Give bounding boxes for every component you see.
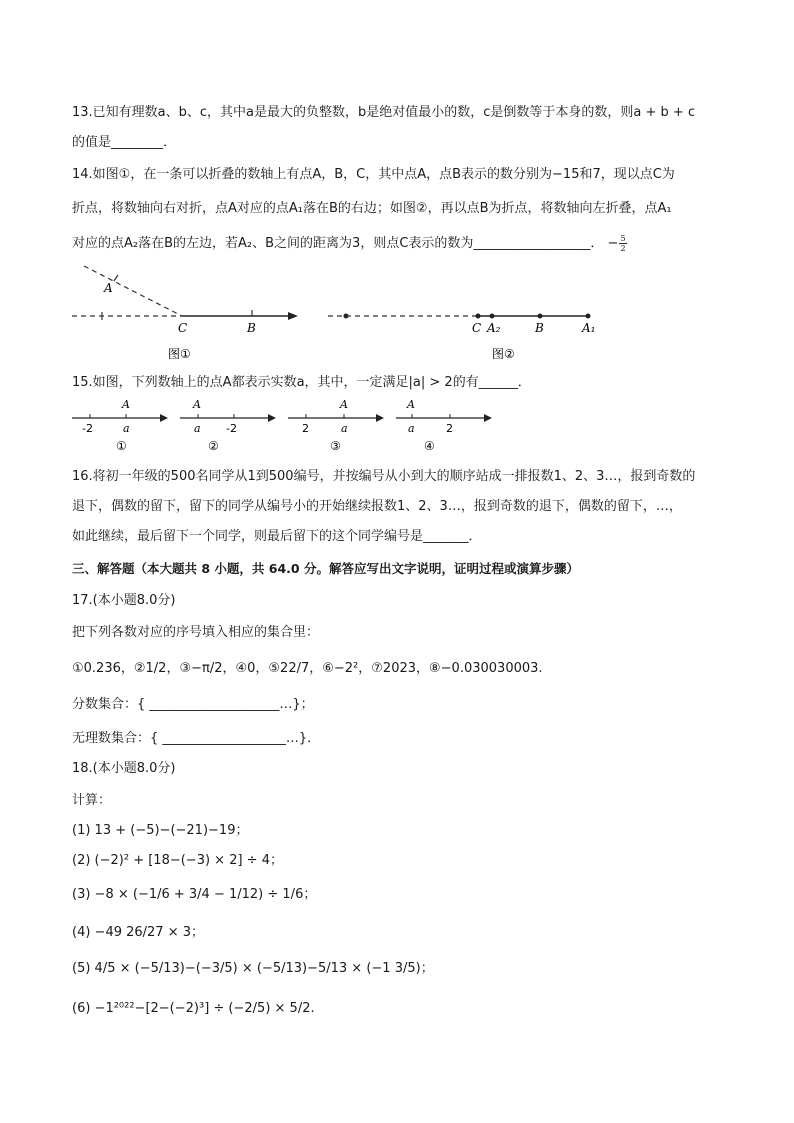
axis3-label-A: A xyxy=(340,398,348,411)
q14-figure-2 xyxy=(326,262,606,362)
axis1-caption: ① xyxy=(116,439,127,453)
q14-line2: 折点，将数轴向右对折，点A对应的点A₁落在B的右边；如图②，再以点B为折点，将数轴向左折叠，点A₁ xyxy=(72,201,672,216)
axis2-label-a: a xyxy=(194,422,201,435)
axis3-label-a: a xyxy=(341,422,348,435)
axis4-label-a: a xyxy=(408,422,415,435)
fig2-label-C: C xyxy=(472,321,482,335)
q18-title: 18.(本小题8.0分) xyxy=(72,761,176,776)
q17-prompt: 把下列各数对应的序号填入相应的集合里： xyxy=(72,625,320,640)
axis1-label-A: A xyxy=(122,398,130,411)
q16-line2: 退下，偶数的留下，留下的同学从编号小的开始继续报数1、2、3…，报到奇数的退下，偶数的留下，…， xyxy=(72,499,682,514)
q17-irrational-set: 无理数集合：{ ___________________…}． xyxy=(72,731,321,746)
q14-line3-text: 对应的点A₂落在B的左边，若A₂、B之间的距离为3，则点C表示的数为__________________． xyxy=(72,236,604,251)
q17-title: 17.(本小题8.0分) xyxy=(72,593,176,608)
q16-line3: 如此继续，最后留下一个同学，则最后留下的这个同学编号是_______． xyxy=(72,529,482,544)
section-3-heading: 三、解答题（本大题共 8 小题，共 64.0 分。解答应写出文字说明，证明过程或演算步骤） xyxy=(72,561,579,576)
axis4-tick: 2 xyxy=(446,422,453,435)
q15-axis-1 xyxy=(70,396,170,456)
fig1-label-A: A xyxy=(104,281,113,295)
axis2-caption: ② xyxy=(208,439,219,453)
q14-answer-sign: − xyxy=(607,236,619,251)
q14-answer-den: 2 xyxy=(620,244,626,253)
axis4-label-A: A xyxy=(407,398,415,411)
q13-line1: 13.已知有理数a、b、c，其中a是最大的负整数，b是绝对值最小的数，c是倒数等于本身的数，则a + b + c xyxy=(72,105,696,120)
fig2-label-A1: A₁ xyxy=(582,321,596,335)
fig2-caption: 图② xyxy=(492,347,515,361)
q15-axis-2 xyxy=(178,396,278,456)
axis1-tick: -2 xyxy=(82,422,93,435)
axis4-caption: ④ xyxy=(424,439,435,453)
q14-answer-num: 5 xyxy=(620,234,626,243)
q18-part-3: (3) −8 × (−1/6 + 3/4 − 1/12) ÷ 1/6； xyxy=(72,887,317,902)
axis2-tick: -2 xyxy=(226,422,237,435)
q18-part-5: (5) 4/5 × (−5/13)−(−3/5) × (−5/13)−5/13 × (−1 3/5)； xyxy=(72,961,434,976)
axis3-tick: 2 xyxy=(302,422,309,435)
fig1-label-B: B xyxy=(247,321,256,335)
fig1-label-C: C xyxy=(178,321,188,335)
q15-axis-3 xyxy=(286,396,386,456)
q18-part-1: (1) 13 + (−5)−(−21)−19； xyxy=(72,823,249,838)
fig2-label-A2: A₂ xyxy=(487,321,501,335)
q18-part-4: (4) −49 26/27 × 3； xyxy=(72,925,205,940)
q14-line3 xyxy=(72,234,628,253)
q17-items: ①0.236，②1/2，③−π/2，④0，⑤22/7，⑥−2²，⑦2023，⑧−0.030030003. xyxy=(72,661,543,676)
fig2-label-B: B xyxy=(535,321,544,335)
fig1-caption: 图① xyxy=(168,347,191,361)
axis3-caption: ③ xyxy=(330,439,341,453)
q18-prompt: 计算： xyxy=(72,793,112,808)
q15-line1: 15.如图，下列数轴上的点A都表示实数a，其中，一定满足|a| > 2的有______． xyxy=(72,375,531,390)
q14-answer xyxy=(608,236,628,251)
q14-answer-fraction xyxy=(619,234,626,253)
axis2-label-A: A xyxy=(193,398,201,411)
q18-part-2: (2) (−2)² + [18−(−3) × 2] ÷ 4； xyxy=(72,853,283,868)
q13-line2: 的值是________． xyxy=(72,135,177,150)
q14-figure-1 xyxy=(70,262,310,362)
axis1-label-a: a xyxy=(123,422,130,435)
q18-part-6: (6) −1²⁰²²−[2−(−2)³] ÷ (−2/5) × 5/2. xyxy=(72,1001,315,1016)
q16-line1: 16.将初一年级的500名同学从1到500编号，并按编号从小到大的顺序站成一排报数1、2、3…，报到奇数的 xyxy=(72,469,696,484)
q14-line1: 14.如图①，在一条可以折叠的数轴上有点A，B，C，其中点A，点B表示的数分别为−15和7，现以点C为 xyxy=(72,167,675,182)
q15-axis-4 xyxy=(394,396,494,456)
q17-fraction-set: 分数集合：{ ____________________…}； xyxy=(72,697,314,712)
